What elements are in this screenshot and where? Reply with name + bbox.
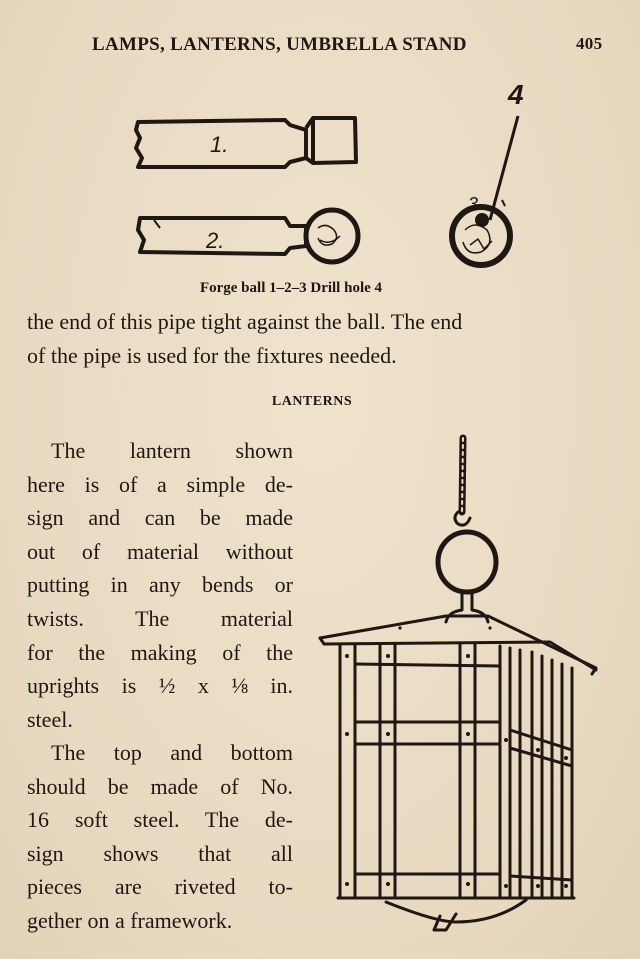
paragraph-lantern-intro xyxy=(27,434,293,736)
label-4: 4 xyxy=(508,79,524,110)
text-line: here is of a simple de- xyxy=(27,471,293,497)
text-line: sign and can be made xyxy=(27,505,293,531)
text-line: 16 soft steel. The de- xyxy=(27,807,293,833)
text-line: out of material without xyxy=(27,538,293,564)
text-line: sign shows that all xyxy=(27,840,293,866)
page-number: 405 xyxy=(576,34,603,53)
label-2: 2. xyxy=(206,228,225,253)
section-heading: LANTERNS xyxy=(271,394,353,409)
paragraph-lantern-construction xyxy=(27,736,293,938)
figure-caption xyxy=(0,280,640,297)
paragraph-pipe xyxy=(27,305,612,373)
label-3: 3. xyxy=(468,194,484,214)
figure-caption-text: Forge ball 1–2–3 Drill hole 4 xyxy=(199,280,383,296)
text-line: should be made of No. xyxy=(27,773,293,799)
text-line: steel. xyxy=(27,706,73,732)
text-line: putting in any bends or xyxy=(27,572,293,598)
text-line: of the pipe is used for the fixtures needed. xyxy=(27,343,397,368)
text-line: uprights is ½ x ⅛ in. xyxy=(27,673,293,699)
text-line: for the making of the xyxy=(27,639,293,665)
text-line: The top and bottom xyxy=(51,740,293,765)
forge-ball-figure xyxy=(130,70,550,280)
text-line: the end of this pipe tight against the ball. The end xyxy=(27,309,463,334)
label-1: 1. xyxy=(210,132,229,157)
text-line: twists. The material xyxy=(27,605,293,631)
lantern-illustration xyxy=(310,432,610,932)
text-line: The lantern shown xyxy=(51,438,293,463)
text-line: pieces are riveted to- xyxy=(27,874,293,900)
text-line: gether on a framework. xyxy=(27,907,233,933)
running-head-title: LAMPS, LANTERNS, UMBRELLA STAND xyxy=(92,34,467,55)
